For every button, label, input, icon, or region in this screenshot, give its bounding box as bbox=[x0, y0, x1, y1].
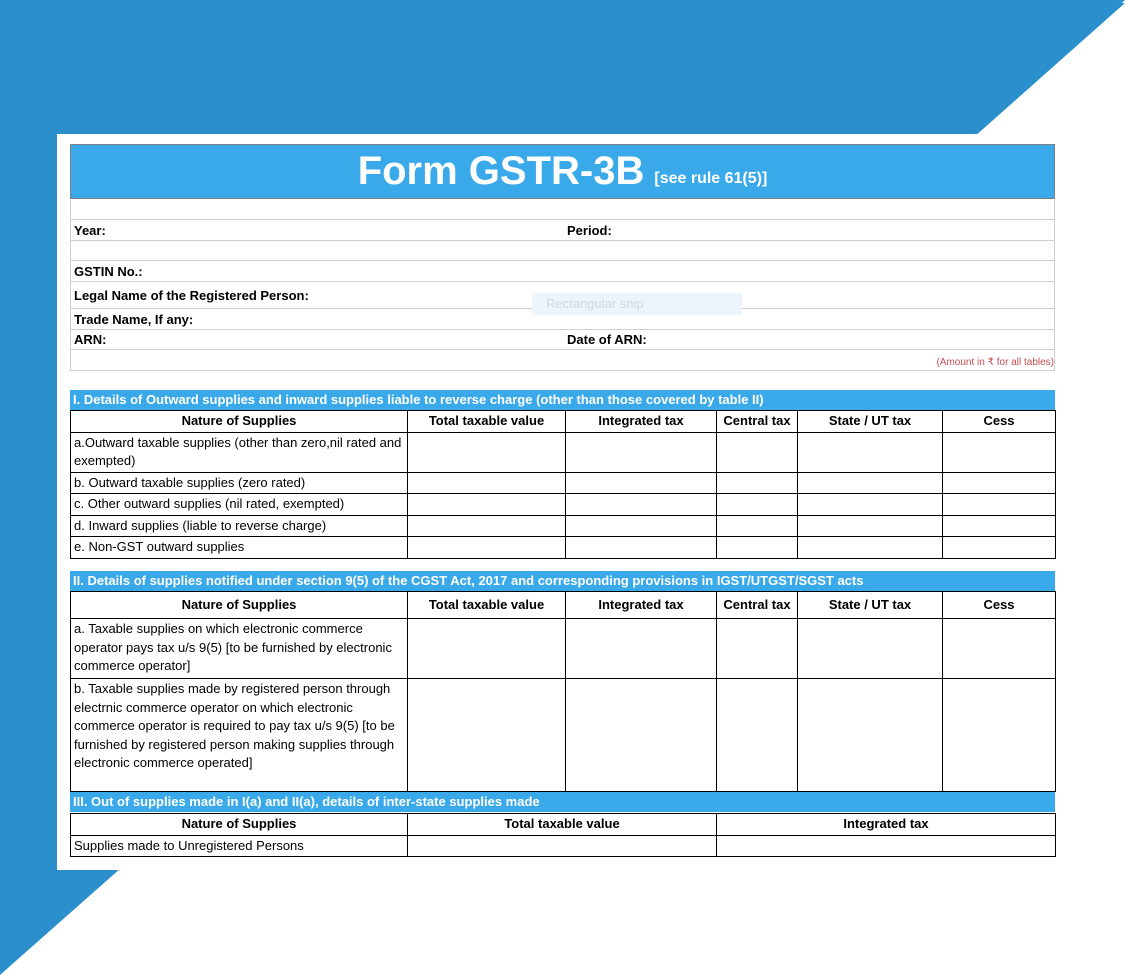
cell-input[interactable] bbox=[408, 432, 566, 472]
cell-input[interactable] bbox=[408, 835, 717, 857]
cell-input[interactable] bbox=[408, 537, 566, 559]
section-1-table bbox=[70, 410, 1056, 559]
table-row bbox=[71, 679, 1056, 792]
cell-input[interactable] bbox=[408, 619, 566, 679]
cell-input[interactable] bbox=[408, 472, 566, 494]
header-taxable-value: Total taxable value bbox=[408, 592, 566, 619]
cell-input[interactable] bbox=[717, 679, 798, 792]
cell-input[interactable] bbox=[566, 494, 717, 516]
cell-input[interactable] bbox=[408, 515, 566, 537]
year-label: Year: bbox=[74, 223, 106, 238]
cell-input[interactable] bbox=[717, 537, 798, 559]
cell-input[interactable] bbox=[717, 515, 798, 537]
legal-name-label: Legal Name of the Registered Person: bbox=[74, 288, 309, 303]
amount-note-row bbox=[70, 350, 1055, 371]
cell-input[interactable] bbox=[566, 537, 717, 559]
header-integrated-tax: Integrated tax bbox=[566, 411, 717, 433]
table-header-row bbox=[71, 814, 1056, 836]
header-nature: Nature of Supplies bbox=[71, 814, 408, 836]
row-label: e. Non-GST outward supplies bbox=[71, 537, 408, 559]
date-of-arn-label: Date of ARN: bbox=[567, 332, 647, 347]
header-state-ut-tax: State / UT tax bbox=[798, 592, 943, 619]
header-integrated-tax: Integrated tax bbox=[717, 814, 1056, 836]
table-header-row bbox=[71, 592, 1056, 619]
cell-input[interactable] bbox=[798, 432, 943, 472]
form-title-bar bbox=[70, 144, 1055, 199]
section-2-table bbox=[70, 591, 1056, 792]
header-integrated-tax: Integrated tax bbox=[566, 592, 717, 619]
section-3-table bbox=[70, 813, 1056, 857]
header-taxable-value: Total taxable value bbox=[408, 814, 717, 836]
row-label: c. Other outward supplies (nil rated, exempted) bbox=[71, 494, 408, 516]
period-label: Period: bbox=[567, 223, 612, 238]
amount-note: (Amount in ₹ for all tables) bbox=[936, 357, 1054, 368]
header-central-tax: Central tax bbox=[717, 592, 798, 619]
cell-input[interactable] bbox=[566, 619, 717, 679]
cell-input[interactable] bbox=[717, 432, 798, 472]
cell-input[interactable] bbox=[798, 619, 943, 679]
form-sheet bbox=[57, 134, 1066, 870]
cell-input[interactable] bbox=[717, 472, 798, 494]
form-rule: [see rule 61(5)] bbox=[654, 169, 768, 187]
year-period-row bbox=[70, 220, 1055, 241]
cell-input[interactable] bbox=[943, 515, 1056, 537]
snip-tool-overlay bbox=[532, 293, 742, 315]
cell-input[interactable] bbox=[943, 619, 1056, 679]
spacer-row bbox=[70, 200, 1055, 220]
table-row bbox=[71, 835, 1056, 857]
table-row bbox=[71, 515, 1056, 537]
cell-input[interactable] bbox=[408, 494, 566, 516]
table-row bbox=[71, 472, 1056, 494]
header-cess: Cess bbox=[943, 411, 1056, 433]
arn-label: ARN: bbox=[74, 332, 107, 347]
cell-input[interactable] bbox=[943, 494, 1056, 516]
gstin-label: GSTIN No.: bbox=[74, 264, 143, 279]
header-cess: Cess bbox=[943, 592, 1056, 619]
form-title: Form GSTR-3B bbox=[357, 149, 645, 193]
cell-input[interactable] bbox=[566, 515, 717, 537]
section-2-title: II. Details of supplies notified under section 9(5) of the CGST Act, 2017 and corresponding provisions in IGST/UTGST/SGST acts bbox=[70, 571, 1055, 591]
row-label: d. Inward supplies (liable to reverse charge) bbox=[71, 515, 408, 537]
header-nature: Nature of Supplies bbox=[71, 592, 408, 619]
cell-input[interactable] bbox=[798, 472, 943, 494]
section-1-title: I. Details of Outward supplies and inward supplies liable to reverse charge (other than those covered by table II) bbox=[70, 390, 1055, 410]
cell-input[interactable] bbox=[943, 537, 1056, 559]
row-label: b. Taxable supplies made by registered person through electrnic commerce operator on which electronic commerce operator is required to pay tax u/s 9(5) [to be furnished by registered person making supplies through electronic commerce operated] bbox=[71, 679, 408, 792]
cell-input[interactable] bbox=[717, 835, 1056, 857]
section-3-title: III. Out of supplies made in I(a) and II(a), details of inter-state supplies made bbox=[70, 792, 1055, 812]
row-label: b. Outward taxable supplies (zero rated) bbox=[71, 472, 408, 494]
table-row bbox=[71, 619, 1056, 679]
cell-input[interactable] bbox=[943, 679, 1056, 792]
cell-input[interactable] bbox=[408, 679, 566, 792]
row-label: Supplies made to Unregistered Persons bbox=[71, 835, 408, 857]
table-row bbox=[71, 537, 1056, 559]
cell-input[interactable] bbox=[717, 619, 798, 679]
cell-input[interactable] bbox=[943, 432, 1056, 472]
cell-input[interactable] bbox=[717, 494, 798, 516]
cell-input[interactable] bbox=[566, 432, 717, 472]
snip-tool-text: Rectangular snip bbox=[546, 296, 644, 311]
table-row bbox=[71, 494, 1056, 516]
spacer-row bbox=[70, 241, 1055, 261]
row-label: a. Taxable supplies on which electronic commerce operator pays tax u/s 9(5) [to be furnished by electronic commerce operator] bbox=[71, 619, 408, 679]
table-row bbox=[71, 432, 1056, 472]
cell-input[interactable] bbox=[798, 537, 943, 559]
arn-row bbox=[70, 330, 1055, 350]
header-nature: Nature of Supplies bbox=[71, 411, 408, 433]
cell-input[interactable] bbox=[566, 679, 717, 792]
cell-input[interactable] bbox=[798, 679, 943, 792]
header-state-ut-tax: State / UT tax bbox=[798, 411, 943, 433]
header-taxable-value: Total taxable value bbox=[408, 411, 566, 433]
cell-input[interactable] bbox=[798, 494, 943, 516]
header-central-tax: Central tax bbox=[717, 411, 798, 433]
cell-input[interactable] bbox=[798, 515, 943, 537]
cell-input[interactable] bbox=[943, 472, 1056, 494]
row-label: a.Outward taxable supplies (other than zero,nil rated and exempted) bbox=[71, 432, 408, 472]
gstin-row bbox=[70, 261, 1055, 282]
trade-name-label: Trade Name, If any: bbox=[74, 312, 194, 327]
table-header-row bbox=[71, 411, 1056, 433]
cell-input[interactable] bbox=[566, 472, 717, 494]
